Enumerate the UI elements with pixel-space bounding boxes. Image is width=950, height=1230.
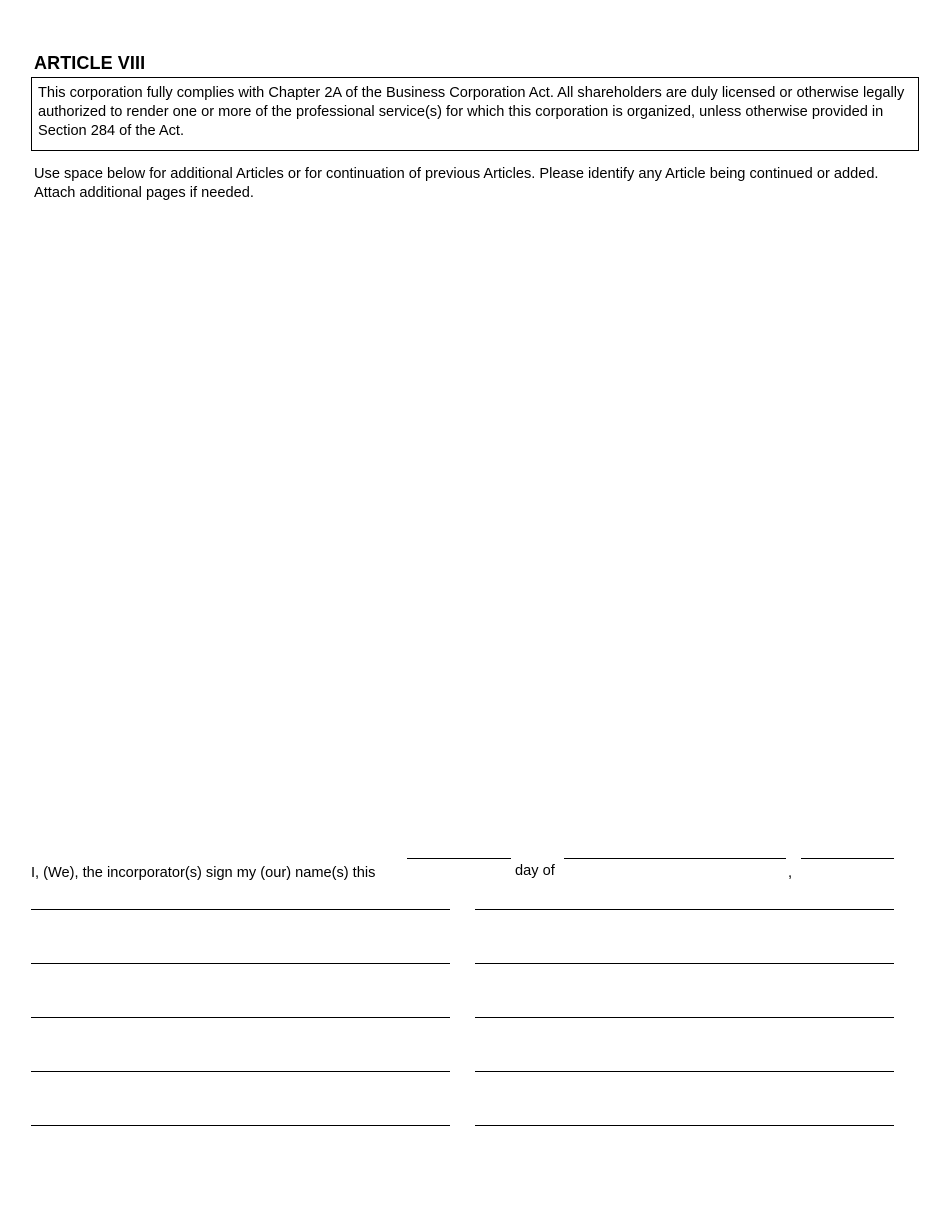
- article-heading: ARTICLE VIII: [34, 53, 146, 73]
- instructions-text: Use space below for additional Articles or for continuation of previous Articles. Please identify any Article being continued or added. Attach additional pages if needed.: [34, 166, 879, 201]
- comma-separator: ,: [788, 865, 793, 881]
- signature-line-right-2[interactable]: [475, 963, 894, 964]
- year-blank[interactable]: [801, 858, 894, 859]
- signature-line-right-4[interactable]: [475, 1071, 894, 1072]
- day-of-label: day of: [515, 863, 555, 879]
- article-viii-text: This corporation fully complies with Chapter 2A of the Business Corporation Act. All shareholders are duly licensed or otherwise legally authorized to render one or more of the professional service(s) for which this corporation is organized, unless otherwise provided in Section 284 of the Act.: [38, 85, 905, 139]
- signature-line-right-3[interactable]: [475, 1017, 894, 1018]
- signature-line-right-5[interactable]: [475, 1125, 894, 1126]
- signature-intro-text: I, (We), the incorporator(s) sign my (our) name(s) this: [31, 865, 376, 881]
- signature-line-left-2[interactable]: [31, 963, 450, 964]
- additional-articles-area[interactable]: [31, 215, 919, 835]
- article-viii-box: [31, 77, 919, 151]
- signature-line-left-5[interactable]: [31, 1125, 450, 1126]
- day-blank[interactable]: [407, 858, 511, 859]
- signature-line-left-3[interactable]: [31, 1017, 450, 1018]
- signature-line-left-1[interactable]: [31, 909, 450, 910]
- signature-line-right-1[interactable]: [475, 909, 894, 910]
- signature-line-left-4[interactable]: [31, 1071, 450, 1072]
- month-blank[interactable]: [564, 858, 786, 859]
